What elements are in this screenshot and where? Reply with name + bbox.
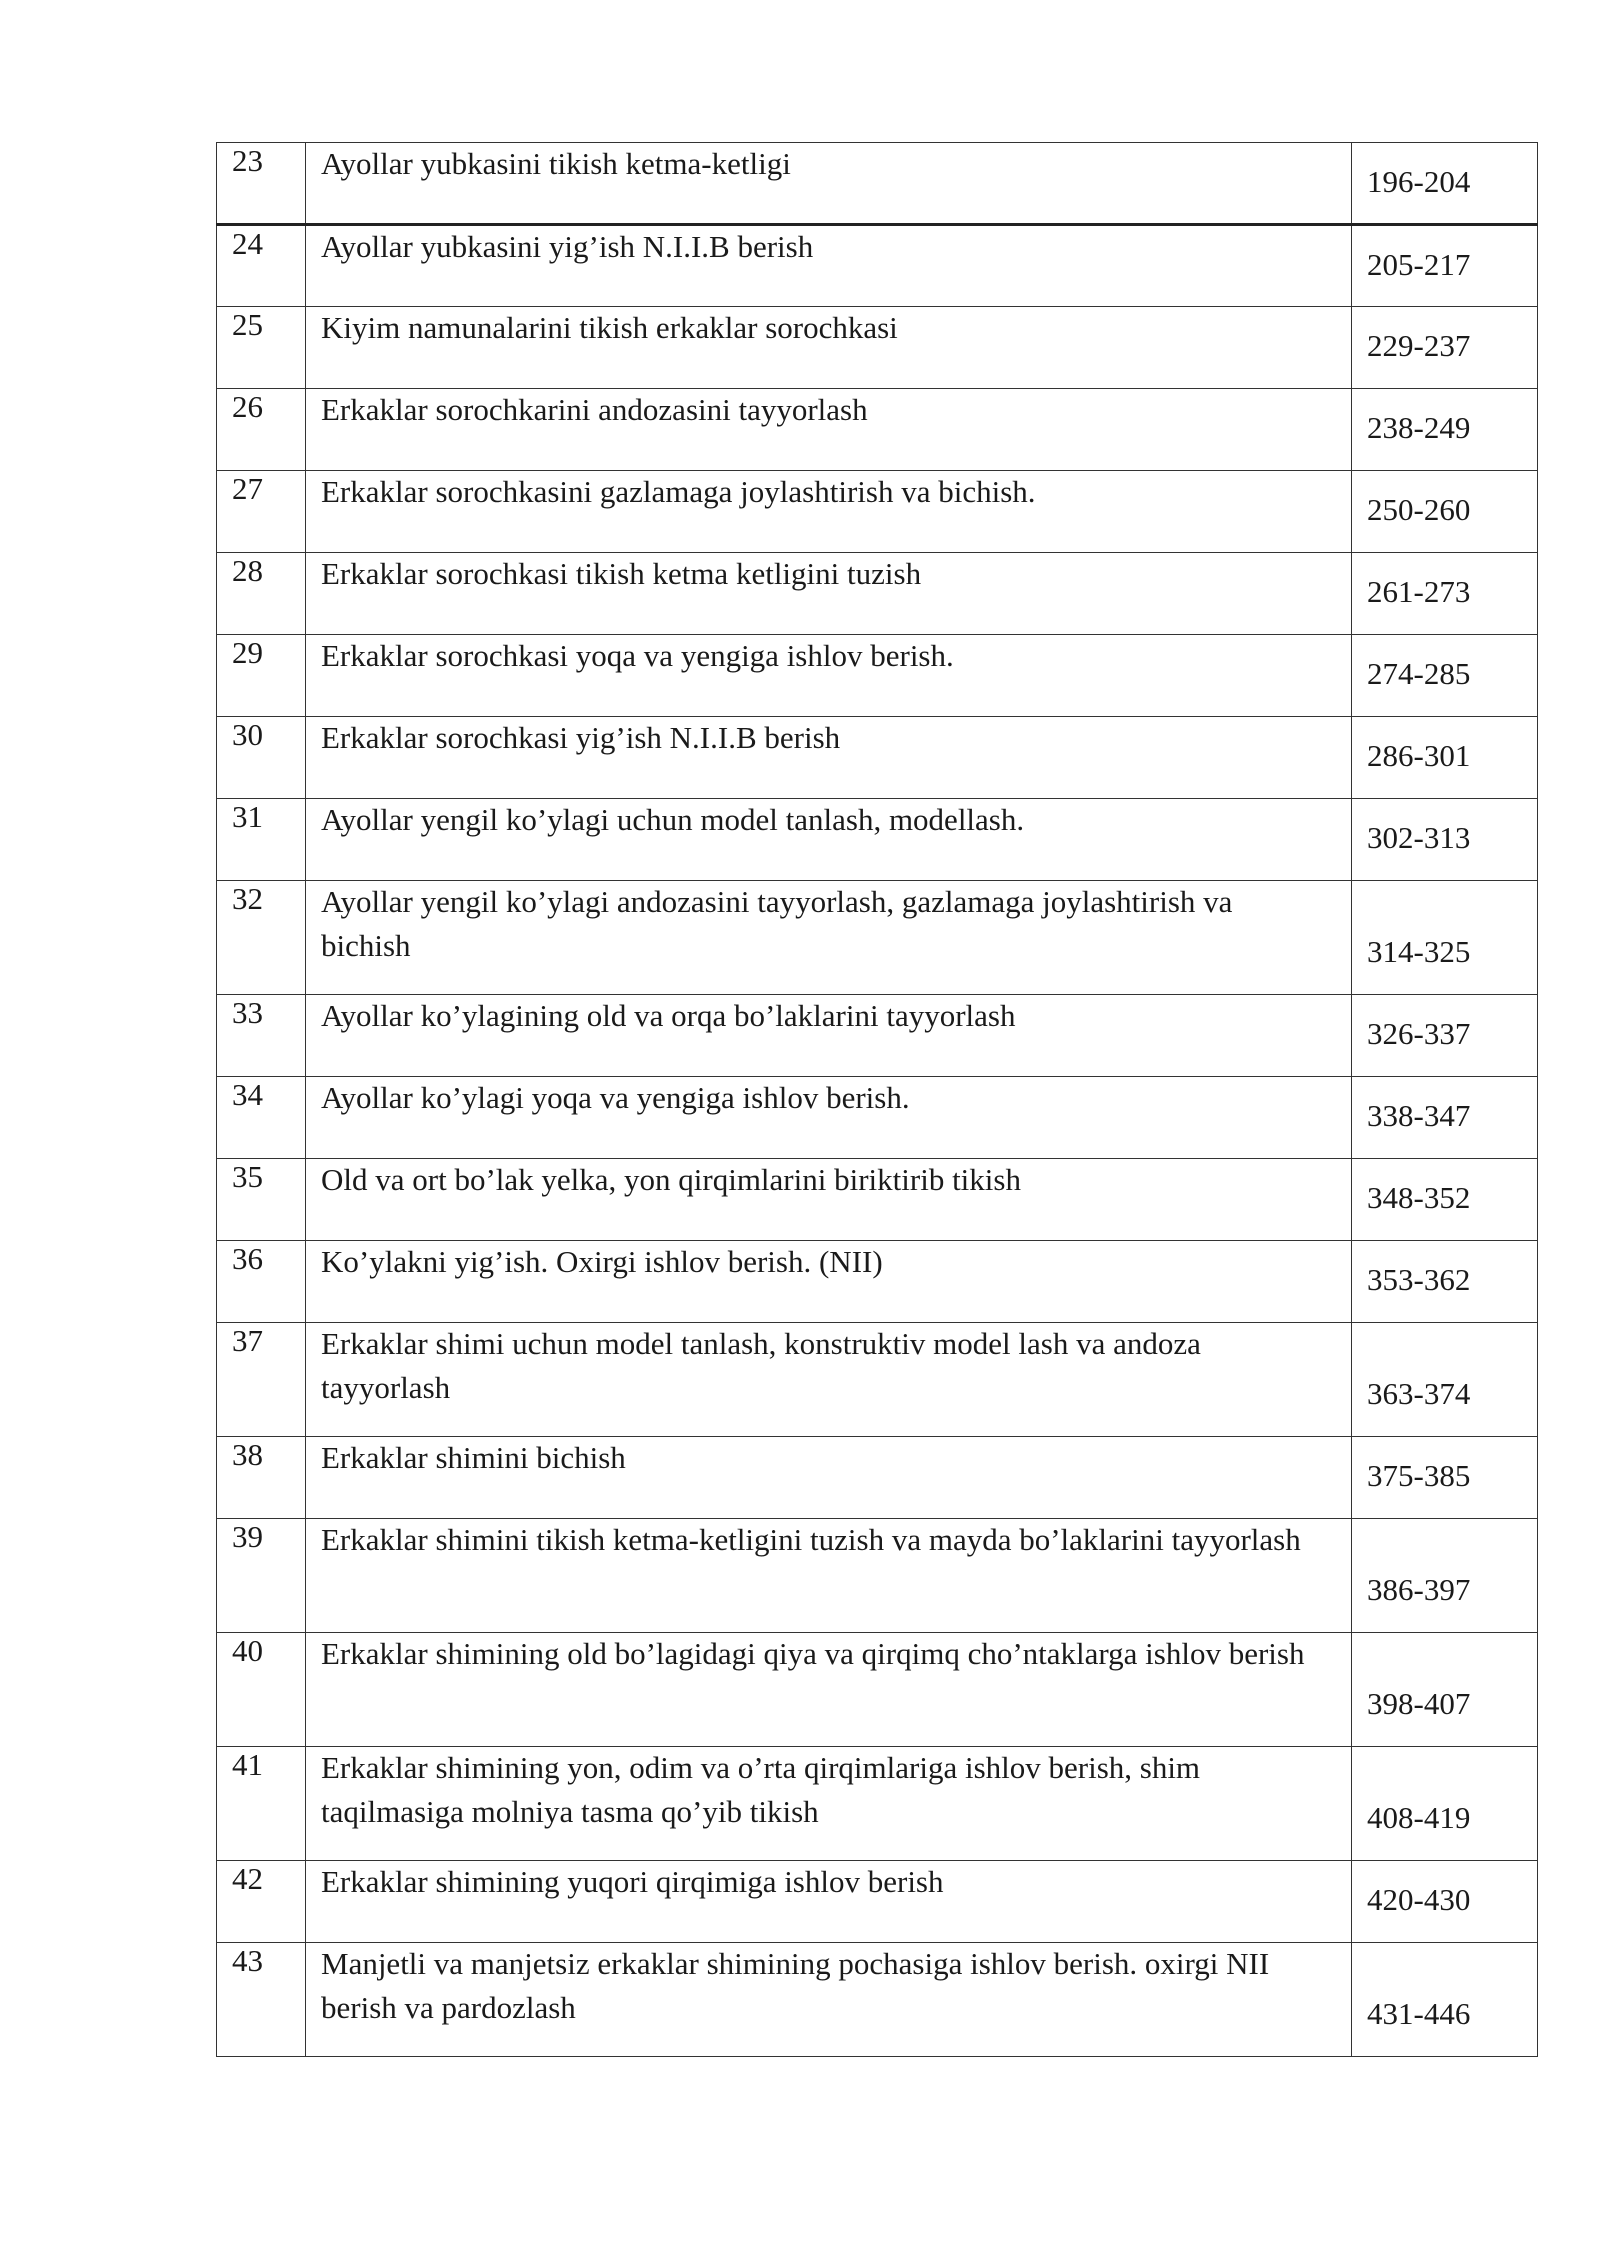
- pages-cell: [1352, 1077, 1538, 1159]
- topic-text: Ko’ylakni yig’ish. Oxirgi ishlov berish. (NII): [321, 1244, 883, 1279]
- row-number-cell: [217, 1159, 306, 1241]
- topic-cell: [306, 995, 1352, 1077]
- page-range: 229-237: [1367, 328, 1471, 363]
- topic-cell: [306, 635, 1352, 717]
- page-range: 375-385: [1367, 1458, 1471, 1493]
- row-number: 30: [232, 717, 263, 752]
- topic-text: Old va ort bo’lak yelka, yon qirqimlarini biriktirib tikish: [321, 1162, 1021, 1197]
- topic-cell: [306, 1159, 1352, 1241]
- row-number-cell: [217, 1241, 306, 1323]
- topic-cell: [306, 1633, 1352, 1747]
- row-number-cell: [217, 143, 306, 225]
- topic-text: Erkaklar sorochkasi yig’ish N.I.I.B berish: [321, 720, 841, 755]
- pages-cell: [1352, 1323, 1538, 1437]
- pages-cell: [1352, 1519, 1538, 1633]
- row-number: 29: [232, 635, 263, 670]
- pages-cell: [1352, 471, 1538, 553]
- table-row: [217, 1077, 1538, 1159]
- table-row: [217, 1861, 1538, 1943]
- row-number-cell: [217, 881, 306, 995]
- row-number-cell: [217, 1633, 306, 1747]
- topic-text: Ayollar ko’ylagining old va orqa bo’laklarini tayyorlash: [321, 998, 1016, 1033]
- row-number-cell: [217, 1323, 306, 1437]
- topic-text: Ayollar yubkasini yig’ish N.I.I.B berish: [321, 229, 814, 264]
- pages-cell: [1352, 389, 1538, 471]
- topic-text: Erkaklar shimining yon, odim va o’rta qirqimlariga ishlov berish, shim taqilmasiga molniya tasma qo’yib tikish: [321, 1750, 1201, 1829]
- row-number: 38: [232, 1437, 263, 1472]
- table-row: [217, 553, 1538, 635]
- row-number-cell: [217, 307, 306, 389]
- row-number-cell: [217, 635, 306, 717]
- topic-cell: [306, 881, 1352, 995]
- pages-cell: [1352, 1241, 1538, 1323]
- table-row: [217, 143, 1538, 225]
- topic-cell: [306, 717, 1352, 799]
- pages-cell: [1352, 1437, 1538, 1519]
- page-range: 431-446: [1367, 1996, 1471, 2031]
- topic-text: Erkaklar sorochkarini andozasini tayyorlash: [321, 392, 868, 427]
- row-number: 33: [232, 995, 263, 1030]
- topic-text: Ayollar yengil ko’ylagi uchun model tanlash, modellash.: [321, 802, 1025, 837]
- table-row: [217, 1747, 1538, 1861]
- page-range: 302-313: [1367, 820, 1471, 855]
- row-number-cell: [217, 389, 306, 471]
- page-range: 238-249: [1367, 410, 1471, 445]
- pages-cell: [1352, 881, 1538, 995]
- topic-text: Erkaklar sorochkasini gazlamaga joylashtirish va bichish.: [321, 474, 1036, 509]
- page-range: 398-407: [1367, 1686, 1471, 1721]
- page-range: 250-260: [1367, 492, 1471, 527]
- table-row: [217, 1241, 1538, 1323]
- topic-text: Erkaklar shimining yuqori qirqimiga ishlov berish: [321, 1864, 944, 1899]
- row-number-cell: [217, 799, 306, 881]
- row-number: 36: [232, 1241, 263, 1276]
- topic-cell: [306, 553, 1352, 635]
- topic-text: Ayollar yubkasini tikish ketma-ketligi: [321, 146, 791, 181]
- pages-cell: [1352, 143, 1538, 225]
- topic-text: Erkaklar shimining old bo’lagidagi qiya va qirqimq cho’ntaklarga ishlov berish: [321, 1636, 1305, 1671]
- contents-table: [216, 142, 1538, 2057]
- row-number: 39: [232, 1519, 263, 1554]
- topic-cell: [306, 1943, 1352, 2057]
- table-row: [217, 1437, 1538, 1519]
- topic-cell: [306, 1437, 1352, 1519]
- topic-cell: [306, 307, 1352, 389]
- topic-text: Erkaklar sorochkasi yoqa va yengiga ishlov berish.: [321, 638, 954, 673]
- row-number-cell: [217, 1861, 306, 1943]
- table-row: [217, 1943, 1538, 2057]
- pages-cell: [1352, 225, 1538, 307]
- table-row: [217, 1323, 1538, 1437]
- table-row: [217, 1519, 1538, 1633]
- row-number: 27: [232, 471, 263, 506]
- row-number: 25: [232, 307, 263, 342]
- pages-cell: [1352, 995, 1538, 1077]
- row-number-cell: [217, 1943, 306, 2057]
- page-range: 274-285: [1367, 656, 1471, 691]
- table-row: [217, 799, 1538, 881]
- pages-cell: [1352, 1159, 1538, 1241]
- row-number-cell: [217, 225, 306, 307]
- topic-text: Erkaklar sorochkasi tikish ketma ketligini tuzish: [321, 556, 922, 591]
- table-row: [217, 881, 1538, 995]
- topic-text: Ayollar yengil ko’ylagi andozasini tayyorlash, gazlamaga joylashtirish va bichish: [321, 884, 1233, 963]
- row-number: 26: [232, 389, 263, 424]
- row-number-cell: [217, 471, 306, 553]
- row-number: 43: [232, 1943, 263, 1978]
- row-number: 32: [232, 881, 263, 916]
- topic-cell: [306, 1323, 1352, 1437]
- table-row: [217, 1633, 1538, 1747]
- topic-cell: [306, 1077, 1352, 1159]
- row-number: 24: [232, 226, 263, 261]
- topic-text: Erkaklar shimi uchun model tanlash, konstruktiv model lash va andoza tayyorlash: [321, 1326, 1201, 1405]
- pages-cell: [1352, 799, 1538, 881]
- row-number: 28: [232, 553, 263, 588]
- topic-cell: [306, 1519, 1352, 1633]
- topic-cell: [306, 1861, 1352, 1943]
- page-range: 420-430: [1367, 1882, 1471, 1917]
- table-row: [217, 1159, 1538, 1241]
- row-number: 34: [232, 1077, 263, 1112]
- topic-text: Ayollar ko’ylagi yoqa va yengiga ishlov berish.: [321, 1080, 910, 1115]
- page-range: 353-362: [1367, 1262, 1471, 1297]
- row-number-cell: [217, 553, 306, 635]
- table-row: [217, 995, 1538, 1077]
- page-range: 314-325: [1367, 934, 1471, 969]
- row-number-cell: [217, 1077, 306, 1159]
- row-number: 31: [232, 799, 263, 834]
- topic-cell: [306, 225, 1352, 307]
- topic-text: Manjetli va manjetsiz erkaklar shimining pochasiga ishlov berish. oxirgi NII berish va pardozlash: [321, 1946, 1270, 2025]
- table-row: [217, 635, 1538, 717]
- row-number: 35: [232, 1159, 263, 1194]
- pages-cell: [1352, 307, 1538, 389]
- pages-cell: [1352, 717, 1538, 799]
- row-number: 23: [232, 143, 263, 178]
- row-number-cell: [217, 1437, 306, 1519]
- row-number: 41: [232, 1747, 263, 1782]
- topic-text: Erkaklar shimini tikish ketma-ketligini tuzish va mayda bo’laklarini tayyorlash: [321, 1522, 1301, 1557]
- table-row: [217, 307, 1538, 389]
- table-row: [217, 389, 1538, 471]
- page-range: 348-352: [1367, 1180, 1471, 1215]
- table-row: [217, 225, 1538, 307]
- row-number-cell: [217, 1747, 306, 1861]
- row-number: 40: [232, 1633, 263, 1668]
- topic-cell: [306, 471, 1352, 553]
- pages-cell: [1352, 1861, 1538, 1943]
- page-range: 386-397: [1367, 1572, 1471, 1607]
- row-number: 37: [232, 1323, 263, 1358]
- page-range: 205-217: [1367, 247, 1471, 282]
- topic-text: Erkaklar shimini bichish: [321, 1440, 626, 1475]
- pages-cell: [1352, 635, 1538, 717]
- pages-cell: [1352, 1633, 1538, 1747]
- page-range: 326-337: [1367, 1016, 1471, 1051]
- page-range: 408-419: [1367, 1800, 1471, 1835]
- table-row: [217, 471, 1538, 553]
- pages-cell: [1352, 553, 1538, 635]
- topic-cell: [306, 1241, 1352, 1323]
- row-number-cell: [217, 995, 306, 1077]
- page-range: 196-204: [1367, 164, 1471, 199]
- row-number: 42: [232, 1861, 263, 1896]
- topic-cell: [306, 389, 1352, 471]
- topic-cell: [306, 799, 1352, 881]
- table-row: [217, 717, 1538, 799]
- page-range: 286-301: [1367, 738, 1471, 773]
- pages-cell: [1352, 1943, 1538, 2057]
- topic-text: Kiyim namunalarini tikish erkaklar sorochkasi: [321, 310, 898, 345]
- topic-cell: [306, 1747, 1352, 1861]
- page-range: 261-273: [1367, 574, 1471, 609]
- row-number-cell: [217, 1519, 306, 1633]
- page-range: 338-347: [1367, 1098, 1471, 1133]
- topic-cell: [306, 143, 1352, 225]
- row-number-cell: [217, 717, 306, 799]
- page-range: 363-374: [1367, 1376, 1471, 1411]
- pages-cell: [1352, 1747, 1538, 1861]
